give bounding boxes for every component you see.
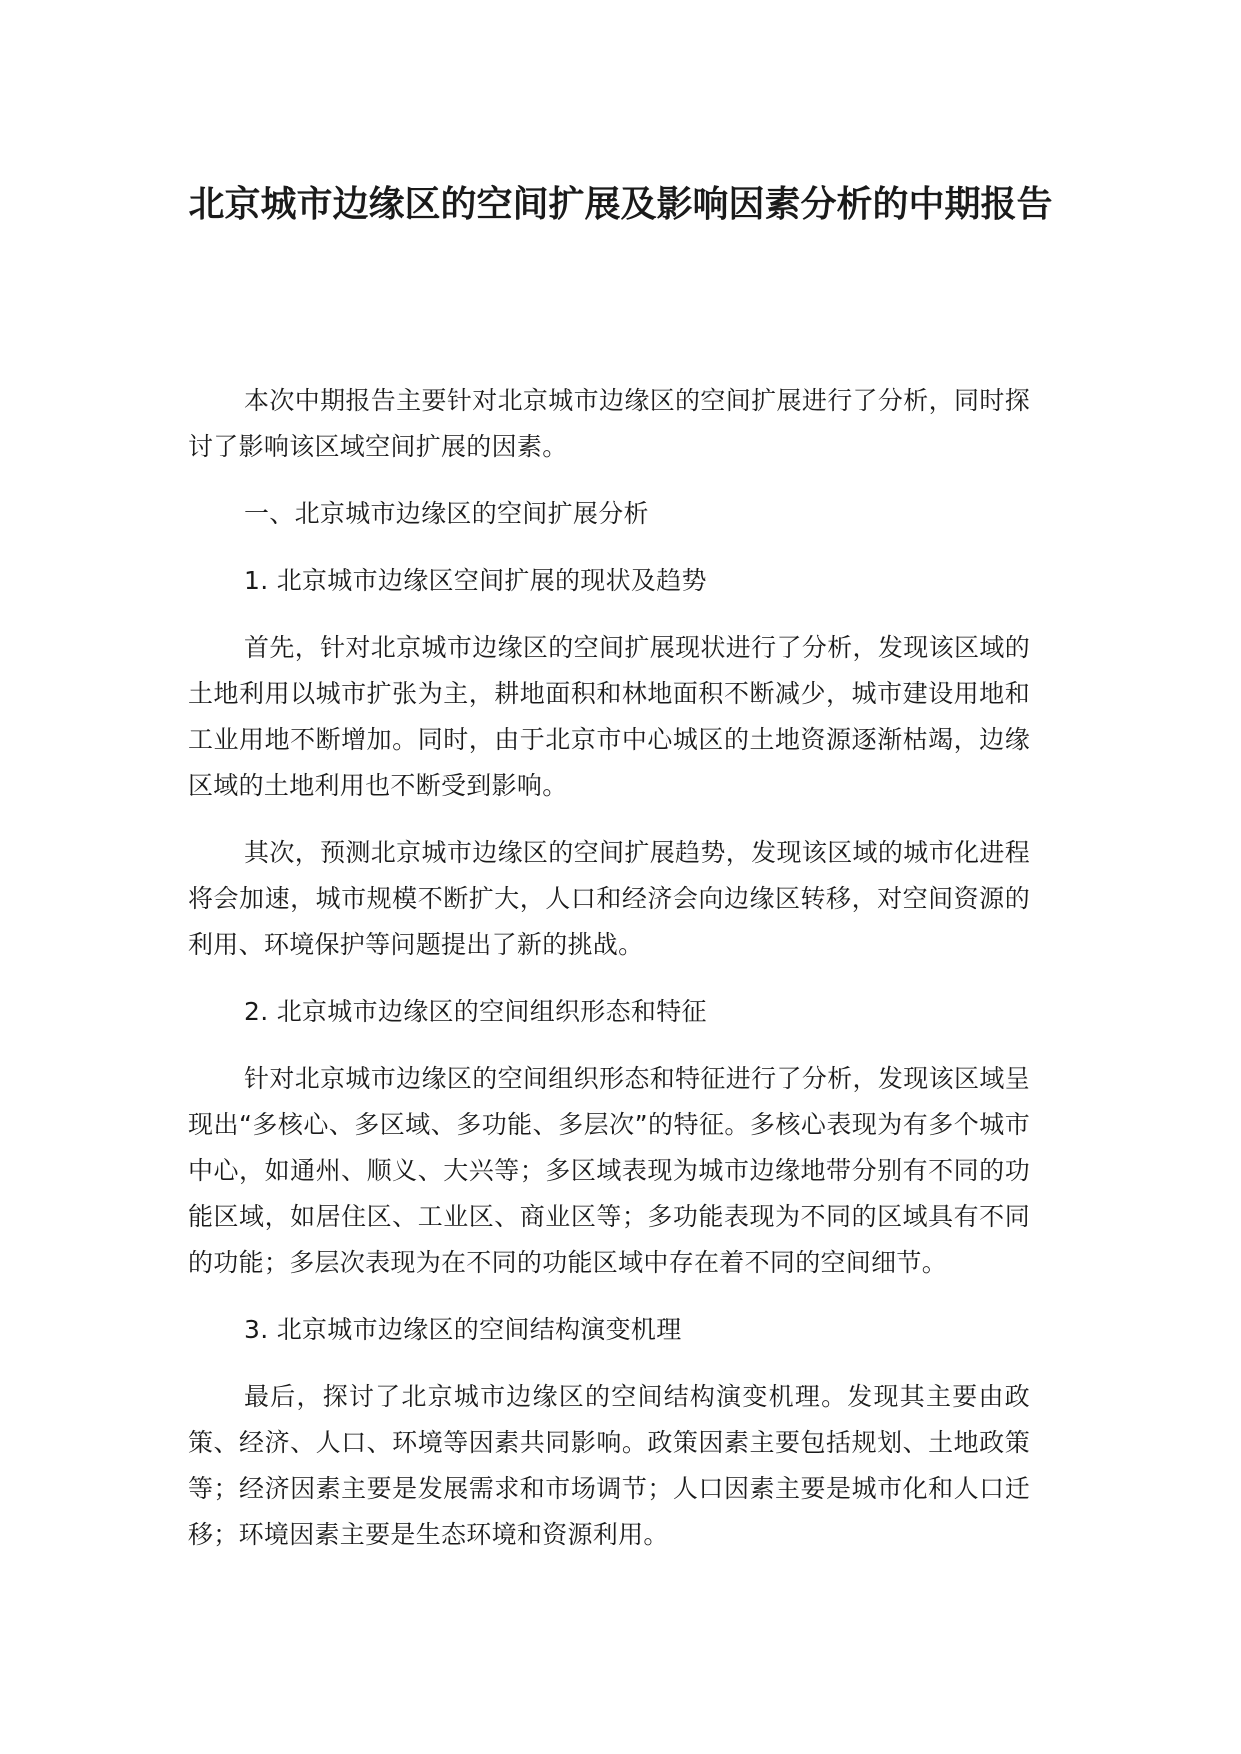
body-paragraph: 首先，针对北京城市边缘区的空间扩展现状进行了分析，发现该区域的土地利用以城市扩张为主，耕地面积和林地面积不断减少，城市建设用地和工业用地不断增加。同时，由于北京市中心城区的土地资源逐渐枯竭，边缘区域的土地利用也不断受到影响。 <box>188 633 1030 800</box>
document-title: 北京城市边缘区的空间扩展及影响因素分析的中期报告 <box>188 184 1053 225</box>
body-paragraph: 最后，探讨了北京城市边缘区的空间结构演变机理。发现其主要由政策、经济、人口、环境等因素共同影响。政策因素主要包括规划、土地政策等；经济因素主要是发展需求和市场调节；人口因素主要是城市化和人口迁移；环境因素主要是生态环境和资源利用。 <box>188 1382 1030 1549</box>
subsection-heading-1: 1. 北京城市边缘区空间扩展的现状及趋势 <box>244 566 707 595</box>
document-body <box>188 378 1030 1579</box>
subsection-heading-2: 2. 北京城市边缘区的空间组织形态和特征 <box>244 997 707 1026</box>
body-paragraph: 其次，预测北京城市边缘区的空间扩展趋势，发现该区域的城市化进程将会加速，城市规模不断扩大，人口和经济会向边缘区转移，对空间资源的利用、环境保护等问题提出了新的挑战。 <box>188 838 1030 959</box>
section-heading-1: 一、北京城市边缘区的空间扩展分析 <box>244 499 649 528</box>
intro-paragraph: 本次中期报告主要针对北京城市边缘区的空间扩展进行了分析，同时探讨了影响该区域空间扩展的因素。 <box>188 386 1030 461</box>
body-paragraph: 针对北京城市边缘区的空间组织形态和特征进行了分析，发现该区域呈现出“多核心、多区域、多功能、多层次”的特征。多核心表现为有多个城市中心，如通州、顺义、大兴等；多区域表现为城市边缘地带分别有不同的功能区域，如居住区、工业区、商业区等；多功能表现为不同的区域具有不同的功能；多层次表现为在不同的功能区域中存在着不同的空间细节。 <box>188 1064 1030 1277</box>
subsection-heading-3: 3. 北京城市边缘区的空间结构演变机理 <box>244 1315 682 1344</box>
